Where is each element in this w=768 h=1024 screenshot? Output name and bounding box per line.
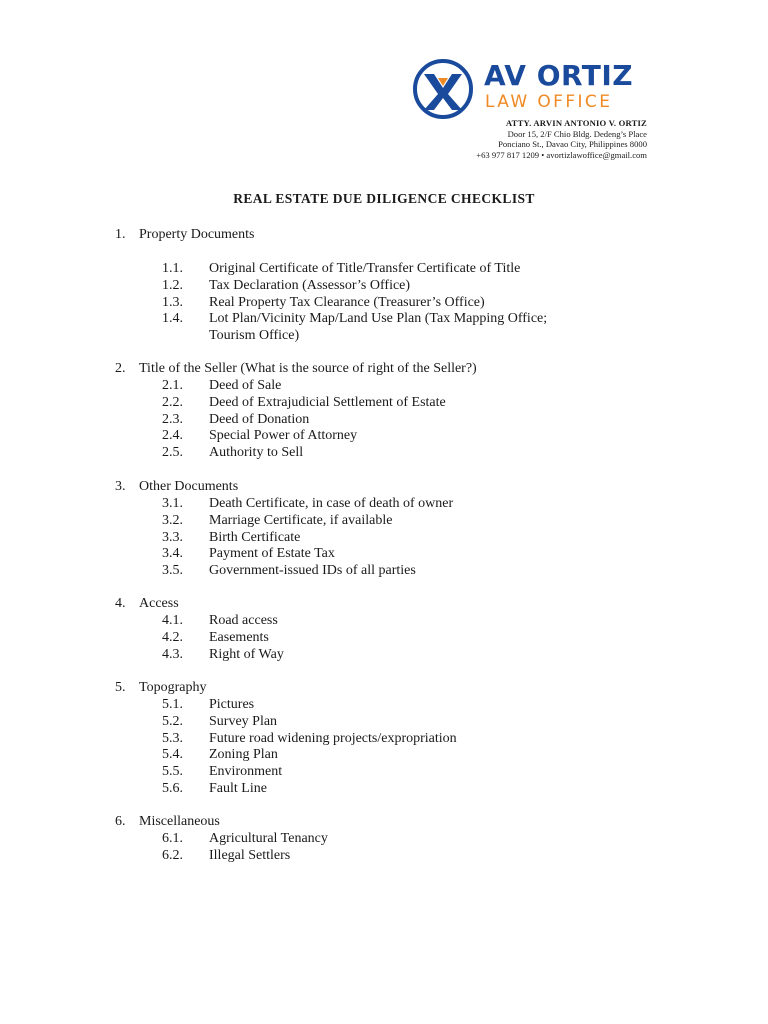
item-number: 5.1. [162, 697, 183, 712]
item-label-continuation: Tourism Office) [209, 328, 300, 344]
attorney-name: ATTY. ARVIN ANTONIO V. ORTIZ [505, 118, 647, 128]
section-number: 2. [115, 361, 126, 376]
item-number: 4.2. [162, 629, 183, 645]
item-label: Payment of Estate Tax [209, 546, 335, 562]
item-label: Birth Certificate [209, 529, 301, 545]
item-label: Deed of Donation [209, 411, 310, 427]
item-number: 1.4. [162, 311, 183, 327]
item-number: 1.2. [162, 277, 183, 293]
item-label: Right of Way [209, 646, 284, 662]
item-label: Deed of Extrajudicial Settlement of Estate [209, 394, 446, 410]
item-label: Zoning Plan [209, 747, 278, 763]
item-label: Real Property Tax Clearance (Treasurer’s Office) [209, 294, 485, 310]
section-number: 5. [115, 680, 126, 695]
item-label: Agricultural Tenancy [209, 831, 328, 846]
item-label: Road access [209, 613, 278, 628]
item-number: 2.5. [162, 445, 183, 461]
item-label: Authority to Sell [209, 445, 304, 461]
item-number: 6.2. [162, 847, 183, 863]
section-label: Title of the Seller (What is the source of right of the Seller?) [139, 361, 477, 376]
section-label: Property Documents [139, 227, 255, 242]
contact-line: +63 977 817 1209 • avortizlawoffice@gmail.com [476, 149, 647, 160]
item-label: Illegal Settlers [209, 847, 291, 863]
av-monogram-logo-icon [412, 58, 474, 120]
item-number: 2.2. [162, 394, 183, 410]
section-label: Miscellaneous [139, 814, 220, 829]
item-number: 5.3. [162, 730, 183, 746]
section-number: 1. [115, 227, 126, 242]
item-number: 3.3. [162, 529, 183, 545]
item-number: 5.5. [162, 764, 183, 780]
item-number: 4.1. [162, 613, 183, 628]
brand-subtitle: LAW OFFICE [485, 92, 613, 112]
contact-block [476, 118, 647, 160]
item-label: Government-issued IDs of all parties [209, 563, 416, 579]
address-line-1: Door 15, 2/F Chio Bldg. Dedeng’s Place [507, 128, 647, 139]
item-label: Future road widening projects/expropriation [209, 730, 457, 746]
item-number: 3.2. [162, 512, 183, 528]
item-label: Tax Declaration (Assessor’s Office) [209, 277, 411, 293]
item-number: 4.3. [162, 646, 183, 662]
document-title: REAL ESTATE DUE DILIGENCE CHECKLIST [233, 191, 535, 206]
item-label: Pictures [209, 697, 255, 712]
item-label: Lot Plan/Vicinity Map/Land Use Plan (Tax Mapping Office; [209, 311, 548, 327]
section-number: 3. [115, 479, 126, 494]
item-number: 5.4. [162, 747, 183, 763]
item-number: 3.1. [162, 496, 183, 511]
item-number: 2.3. [162, 411, 183, 427]
item-label: Easements [209, 629, 269, 645]
section-number: 6. [115, 814, 126, 829]
item-label: Special Power of Attorney [209, 428, 358, 444]
item-number: 1.1. [162, 261, 183, 276]
letterhead [412, 58, 652, 118]
section-label: Topography [139, 680, 207, 695]
item-number: 1.3. [162, 294, 183, 310]
address-line-2: Ponciano St., Davao City, Philippines 8000 [498, 139, 647, 149]
item-number: 2.1. [162, 378, 183, 393]
brand-name: AV ORTIZ [484, 59, 634, 92]
item-label: Fault Line [209, 781, 267, 796]
item-number: 5.2. [162, 713, 183, 729]
section-label: Other Documents [139, 479, 239, 494]
item-number: 3.4. [162, 546, 183, 562]
section-number: 4. [115, 596, 126, 611]
item-number: 5.6. [162, 781, 183, 796]
item-number: 6.1. [162, 831, 183, 846]
item-label: Survey Plan [209, 713, 278, 729]
item-label: Death Certificate, in case of death of owner [209, 496, 454, 511]
item-label: Environment [209, 764, 283, 780]
item-label: Original Certificate of Title/Transfer Certificate of Title [209, 261, 521, 276]
section-label: Access [139, 596, 179, 611]
item-number: 3.5. [162, 563, 183, 579]
item-label: Marriage Certificate, if available [209, 512, 393, 528]
item-label: Deed of Sale [209, 378, 282, 393]
item-number: 2.4. [162, 428, 183, 444]
